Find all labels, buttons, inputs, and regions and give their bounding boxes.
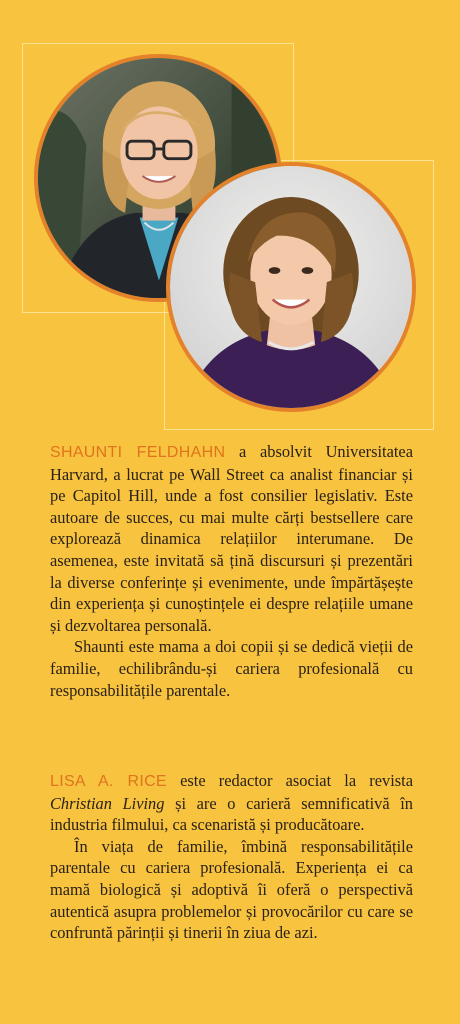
bio-lisa-paragraph-2: În viața de familie, îmbină responsabilitățile parentale cu cariera profesională. Experiența ei ca mamă biologică și adoptivă îi oferă o perspectivă autentică asupra problemelor și provocărilor cu care se confruntă părinții și tinerii în ziua de azi. [50,836,413,943]
bio-lisa-paragraph-1-b: și are o carieră semnificativă în industria filmului, ca scenaristă și producătoare. [50,793,413,835]
author-name-shaunti: SHAUNTI FELDHAHN [50,444,226,461]
bio-shaunti-paragraph-1: a absolvit Universitatea Harvard, a lucrat pe Wall Street ca analist financiar și pe Capitol Hill, unde a fost consilier legislativ. Este autoare de succes, cu mai multe cărți bestsellere care explorează dinamica relațiilor interumane. De asemenea, este invitată să țină discursuri și prezentări la diverse conferințe și evenimente, unde împărtășește din experiența și cunoștințele ei despre relațiile umane și dezvoltarea personală. [50,442,413,635]
bio-shaunti-paragraph-2: Shaunti este mama a doi copii și se dedică vieții de familie, echilibrându-și cariera profesională cu responsabilitățile parentale. [50,637,413,700]
author-photo-lisa [166,162,416,412]
author-name-lisa: LISA A. RICE [50,773,167,790]
bio-lisa-paragraph-1-a: este redactor asociat la revista [180,771,413,790]
bio-shaunti-feldhahn [50,441,413,701]
magazine-title: Christian Living [50,793,165,813]
bio-lisa-rice [50,770,413,944]
